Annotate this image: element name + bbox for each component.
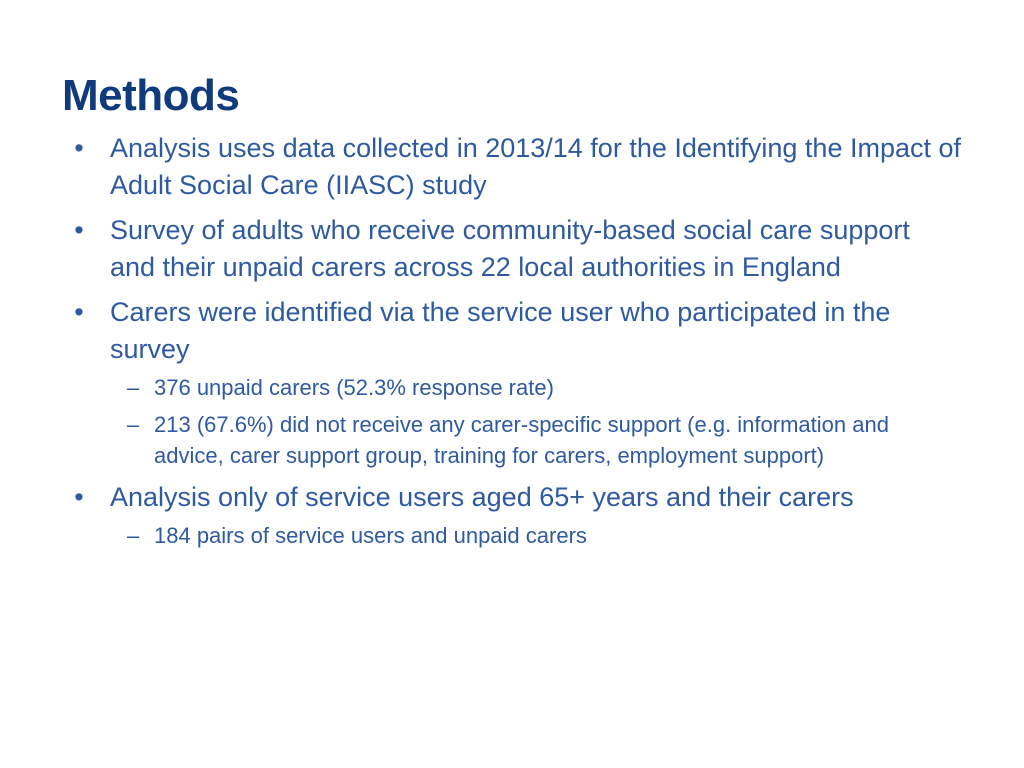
bullet-item [62,130,962,204]
slide-content [62,130,962,559]
sub-bullet-list [110,520,962,551]
dash-icon: – [126,375,140,400]
dash-icon: – [126,523,140,548]
bullet-text: Carers were identified via the service user who participated in the survey [110,297,891,364]
sub-bullet-item [110,520,962,551]
sub-bullet-text: 184 pairs of service users and unpaid carers [154,523,587,548]
bullet-icon: • [74,133,84,163]
sub-bullet-item [110,372,962,403]
bullet-text: Analysis only of service users aged 65+ years and their carers [110,482,854,512]
sub-bullet-item [110,409,962,471]
bullet-text: Survey of adults who receive community-based social care support and their unpaid carers across 22 local authorities in England [110,215,910,282]
bullet-text: Analysis uses data collected in 2013/14 for the Identifying the Impact of Adult Social Care (IIASC) study [110,133,962,200]
bullet-icon: • [74,482,84,512]
bullet-icon: • [74,215,84,245]
bullet-item [62,212,962,286]
sub-bullet-text: 213 (67.6%) did not receive any carer-specific support (e.g. information and advice, carer support group, training for carers, employment support) [154,412,889,468]
sub-bullet-text: 376 unpaid carers (52.3% response rate) [154,375,554,400]
bullet-item [62,479,962,551]
bullet-icon: • [74,297,84,327]
slide-title: Methods [62,71,240,120]
dash-icon: – [126,412,140,437]
sub-bullet-list [110,372,962,471]
bullet-item [62,294,962,471]
bullet-list [62,130,962,551]
